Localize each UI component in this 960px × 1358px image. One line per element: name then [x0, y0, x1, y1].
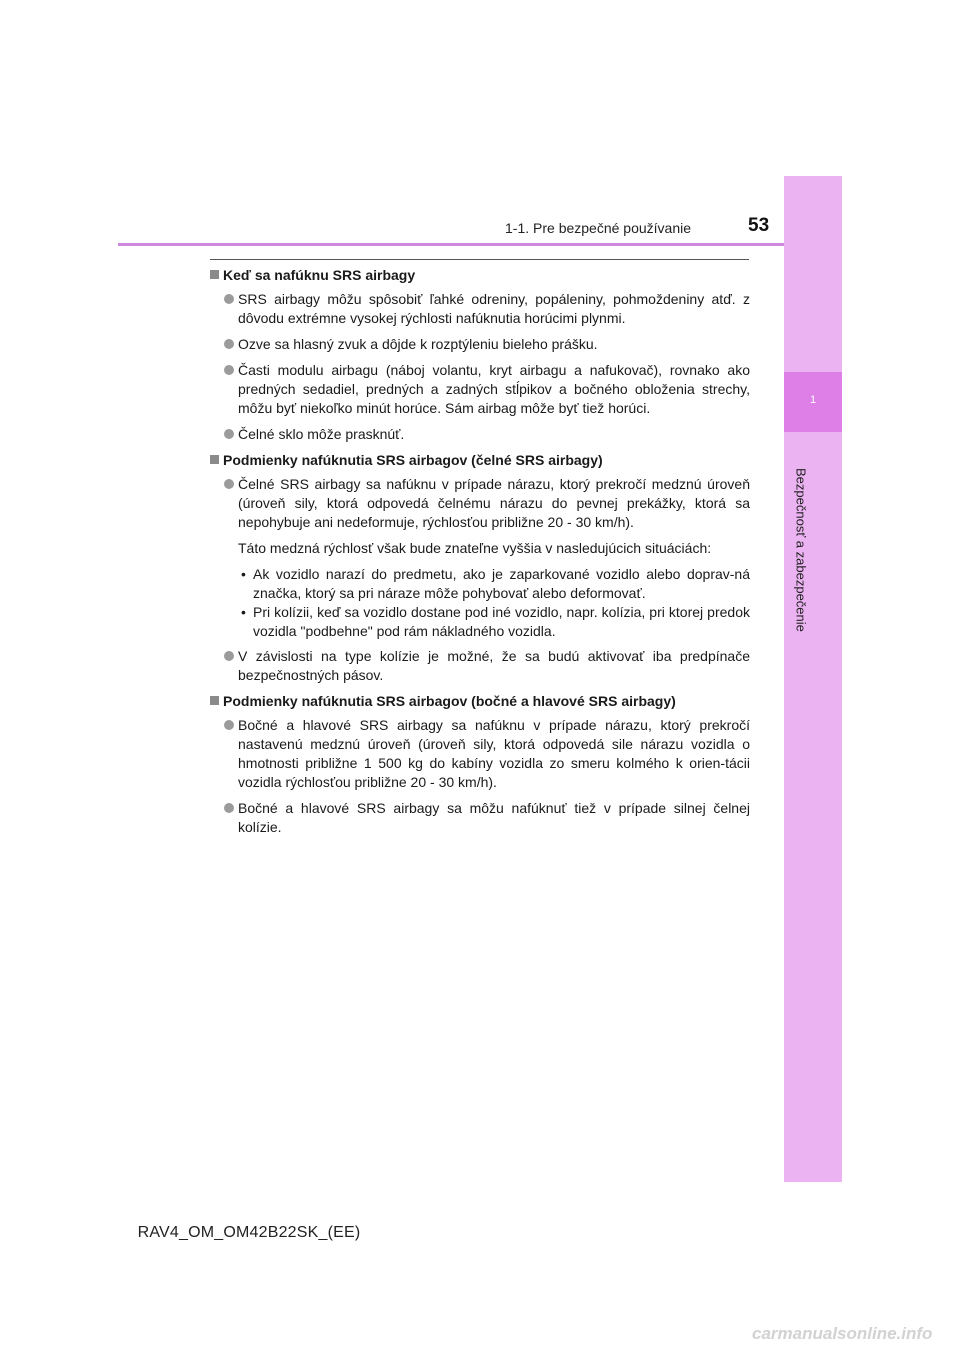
section-airbag-deploy: [210, 266, 750, 444]
header-section-title: 1-1. Pre bezpečné používanie: [505, 220, 692, 236]
note-paragraph: Táto medzná rýchlosť však bude znateľne vyššia v nasledujúcich situáciách:: [238, 540, 712, 556]
chapter-title: [786, 435, 816, 665]
list-item: [210, 425, 750, 444]
list-item: [210, 799, 750, 837]
document-code-footer: [0, 1224, 960, 1242]
list-item: [210, 290, 750, 328]
circle-bullet-icon: [224, 294, 234, 304]
page-number: 53: [748, 215, 770, 236]
dot-marker-icon: •: [241, 604, 246, 620]
section-heading: [210, 266, 750, 285]
sub-list-item: [210, 603, 750, 641]
section-heading: [210, 692, 750, 711]
list-item-text: SRS airbagy môžu spôsobiť ľahké odreniny, popáleniny, pohmoždeniny atď. z dôvodu extrémne vysokej rýchlosti nafúknutia horúcimi plynmi.: [238, 291, 750, 326]
list-item-text: Bočné a hlavové SRS airbagy sa nafúknu v prípade nárazu, ktorý prekročí nastavenú medznú úroveň (úroveň sily, ktorá odpovedá sile nárazu vozidla o hmotnosti približne 1 500 kg do kabíny vozidla zo smeru kolmého k orien-tácii vozidla rýchlosťou približne 20 - 30 km/h).: [238, 717, 750, 790]
circle-bullet-icon: [224, 651, 234, 661]
section-heading: [210, 451, 750, 470]
header-divider: [118, 243, 784, 246]
section-side-curtain-airbags: [210, 692, 750, 837]
list-item-text: V závislosti na type kolízie je možné, že sa budú aktivovať iba predpínače bezpečnostných pásov.: [238, 648, 750, 683]
list-item-text: Čelné SRS airbagy sa nafúknu v prípade nárazu, ktorý prekročí medznú úroveň (úroveň sily, ktorá odpovedá čelnému nárazu do pevnej prekážky, ktorá sa nepohybuje ani nedeformuje, rýchlosťou približne 20 - 30 km/h).: [238, 476, 750, 530]
square-bullet-icon: [210, 270, 219, 279]
list-item-text: Časti modulu airbagu (náboj volantu, kryt airbagu a nafukovač), rovnako ako predných sedadiel, predných a zadných stĺpikov a bočného obloženia strechy, môžu byť niekoľko minút horúce. Sám airbag môže byť tiež horúci.: [238, 362, 750, 416]
page-content: [210, 266, 750, 844]
sub-list-item-text: Ak vozidlo narazí do predmetu, ako je zaparkované vozidlo alebo doprav-ná značka, ktorý sa pri náraze môže pohybovať alebo deformovať.: [253, 566, 750, 601]
sub-list-item: [210, 565, 750, 603]
content-top-rule: [210, 259, 749, 260]
list-item: [210, 716, 750, 792]
circle-bullet-icon: [224, 365, 234, 375]
chapter-number: 1: [784, 372, 842, 432]
section-frontal-airbags: [210, 451, 750, 685]
list-item: [210, 335, 750, 354]
square-bullet-icon: [210, 696, 219, 705]
circle-bullet-icon: [224, 429, 234, 439]
footer-text: RAV4_OM_OM42B22SK_(EE): [137, 1224, 361, 1241]
sub-list-item-text: Pri kolízii, keď sa vozidlo dostane pod iné vozidlo, napr. kolízia, pri ktorej predok vozidla "podbehne" pod rám nákladného vozidla.: [253, 604, 750, 639]
side-tab-strip: [784, 176, 842, 1182]
chapter-title-text: Bezpečnosť a zabezpečenie: [793, 468, 809, 632]
list-item: [210, 361, 750, 418]
list-item-text: Ozve sa hlasný zvuk a dôjde k rozptýleniu bieleho prášku.: [238, 336, 598, 352]
list-item: [210, 475, 750, 532]
dot-marker-icon: •: [241, 566, 246, 582]
heading-text: Podmienky nafúknutia SRS airbagov (bočné a hlavové SRS airbagy): [223, 693, 676, 709]
list-item-text: Čelné sklo môže prasknúť.: [238, 426, 405, 442]
list-item-text: Bočné a hlavové SRS airbagy sa môžu nafúknuť tiež v prípade silnej čelnej kolízie.: [238, 800, 750, 835]
heading-text: Podmienky nafúknutia SRS airbagov (čelné SRS airbagy): [223, 452, 603, 468]
circle-bullet-icon: [224, 339, 234, 349]
list-item: [210, 647, 750, 685]
heading-text: Keď sa nafúknu SRS airbagy: [223, 267, 416, 283]
circle-bullet-icon: [224, 479, 234, 489]
circle-bullet-icon: [224, 720, 234, 730]
square-bullet-icon: [210, 455, 219, 464]
circle-bullet-icon: [224, 803, 234, 813]
site-watermark: carmanualsonline.info: [752, 1324, 933, 1343]
